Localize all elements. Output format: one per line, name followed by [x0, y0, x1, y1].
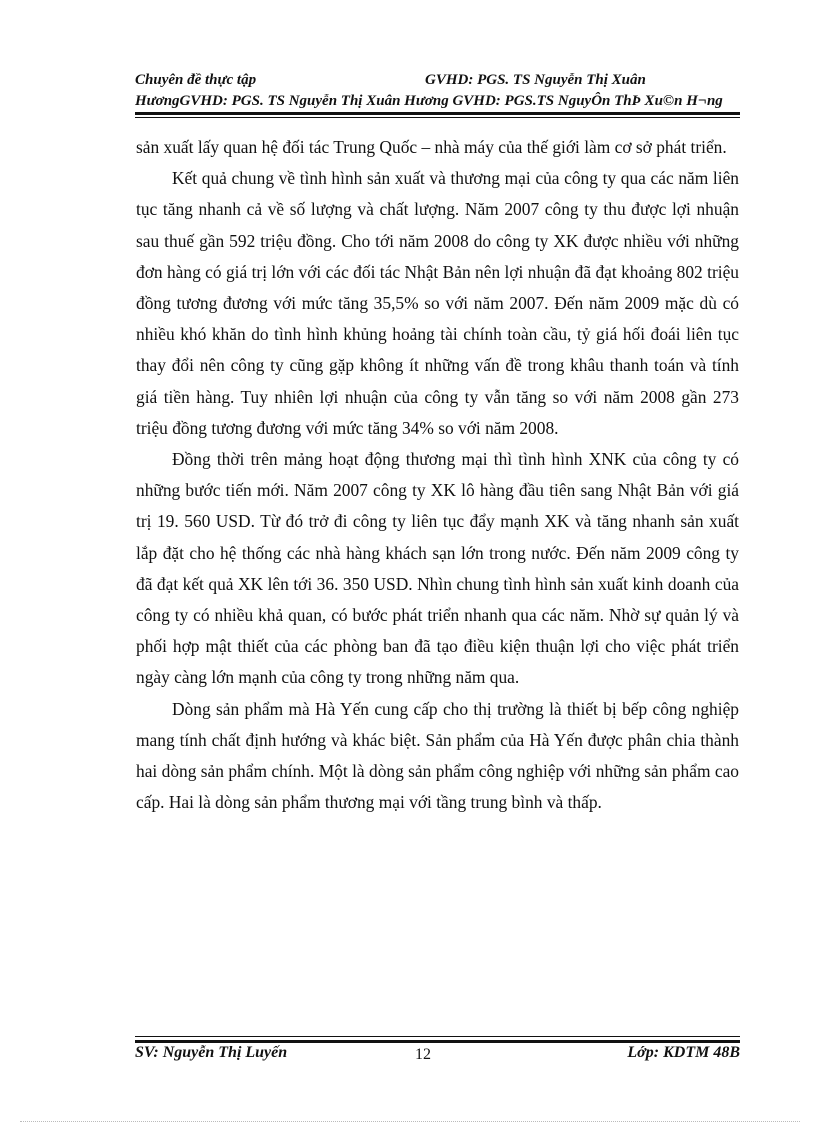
- header-rule-thin: [135, 117, 740, 118]
- header-left-title: Chuyên đề thực tập: [135, 72, 257, 88]
- header-rule-thick: [135, 112, 740, 115]
- footer-rule-thin: [135, 1036, 740, 1037]
- footer-student-name: SV: Nguyễn Thị Luyến: [135, 1044, 288, 1061]
- page-header: [135, 70, 816, 112]
- paragraph-3: Đồng thời trên mảng hoạt động thương mại thì tình hình XNK của công ty có những bước tiến mới. Năm 2007 công ty XK lô hàng đầu tiên sang Nhật Bản với giá trị 19. 560 USD. Từ đó trở đi công ty liên tục đẩy mạnh XK và tăng nhanh sản xuất lắp đặt cho hệ thống các nhà hàng khách sạn lớn trong nước. Đến năm 2009 công ty đã đạt kết quả XK lên tới 36. 350 USD. Nhìn chung tình hình sản xuất kinh doanh của công ty có nhiều khả quan, có bước phát triển nhanh qua các năm. Nhờ sự quản lý và phối hợp mật thiết của các phòng ban đã tạo điều kiện thuận lợi cho việc phát triển ngày càng lớn mạnh của công ty trong những năm qua.: [136, 449, 739, 688]
- footer-rule-thick: [135, 1040, 740, 1043]
- paragraph-1: sản xuất lấy quan hệ đối tác Trung Quốc – nhà máy của thế giới làm cơ sở phát triển.: [136, 137, 727, 157]
- header-supervisor: GVHD: PGS. TS Nguyễn Thị Xuân: [425, 72, 646, 88]
- paragraph-2: Kết quả chung về tình hình sản xuất và thương mại của công ty qua các năm liên tục tăng nhanh cả về số lượng và chất lượng. Năm 2007 công ty thu được lợi nhuận sau thuế gần 592 triệu đồng. Cho tới năm 2008 do công ty XK được nhiều với những đơn hàng có giá trị lớn với các đối tác Nhật Bản nên lợi nhuận đã đạt khoảng 802 triệu đồng tương đương với mức tăng 35,5% so với năm 2007. Đến năm 2009 mặc dù có nhiều khó khăn do tình hình khủng hoảng tài chính toàn cầu, tỷ giá hối đoái liên tục thay đổi nên công ty cũng gặp không ít những vấn đề trong khâu thanh toán và tính giá tiền hàng. Tuy nhiên lợi nhuận của công ty vẫn tăng so với năm 2008 gần 273 triệu đồng tương đương với mức tăng 34% so với năm 2008.: [136, 168, 739, 438]
- page-footer: [135, 1044, 740, 1068]
- header-line-2: HươngGVHD: PGS. TS Nguyễn Thị Xuân Hương GVHD: PGS.TS NguyÔn ThÞ Xu©n H¬ng: [135, 93, 723, 109]
- footer-class: Lớp: KDTM 48B: [627, 1044, 740, 1061]
- page-number: 12: [415, 1046, 431, 1063]
- body-text: [136, 132, 739, 818]
- paragraph-4: Dòng sản phẩm mà Hà Yến cung cấp cho thị trường là thiết bị bếp công nghiệp mang tính chất định hướng và khác biệt. Sản phẩm của Hà Yến được phân chia thành hai dòng sản phẩm chính. Một là dòng sản phẩm công nghiệp với những sản phẩm cao cấp. Hai là dòng sản phẩm thương mại với tầng trung bình và thấp.: [136, 698, 739, 813]
- header-line-1: [135, 70, 816, 91]
- page-bottom-edge: [20, 1121, 800, 1122]
